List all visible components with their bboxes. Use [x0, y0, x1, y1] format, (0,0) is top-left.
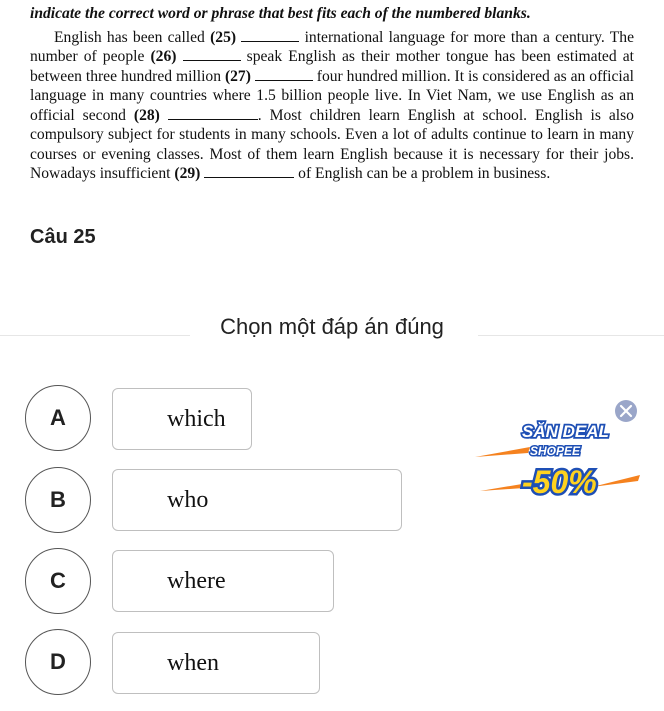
option-d-letter[interactable]: D [25, 629, 91, 695]
shopee-ad-banner[interactable] [470, 395, 650, 515]
option-c-button[interactable]: where [112, 550, 334, 612]
blank-29-number: (29) [174, 165, 201, 182]
option-a-button[interactable]: which [112, 388, 252, 450]
shopee-ad-graphic[interactable] [470, 395, 650, 515]
passage-text: English has been called (25) international language for more than a century. The number of people (26) speak English as their mother tongue has been estimated at between three hundred million (27) four hundred million. It is considered as an official language in many countries where 1.5 billion people live. In Viet Nam, we use English as an official second (28) . Most children learn English at school. English is also compulsory subject for students in many schools. Even a lot of adults continue to learn in many courses or evening classes. Most of them learn English because it is necessary for their jobs. Nowadays insufficient (29) of English can be a problem in business. [30, 28, 635, 182]
ad-streak [592, 475, 640, 487]
option-c-letter[interactable]: C [25, 548, 91, 614]
blank-25-number: (25) [210, 28, 237, 46]
option-a-letter[interactable]: A [25, 385, 91, 451]
question-title: Câu 25 [30, 226, 96, 248]
blank-26 [183, 49, 241, 61]
reading-passage [30, 4, 634, 184]
option-b-letter[interactable]: B [25, 467, 91, 533]
blank-29 [204, 166, 294, 178]
blank-26-number: (26) [150, 48, 177, 65]
blank-25 [241, 30, 299, 42]
ad-discount: -50% [522, 464, 597, 500]
blank-27 [255, 69, 313, 81]
blank-27-number: (27) [224, 67, 251, 85]
close-icon[interactable] [615, 400, 637, 422]
ad-line1: SĂN DEAL [522, 422, 609, 441]
ad-line2: SHOPEE [530, 444, 581, 458]
ad-streak [475, 447, 530, 457]
exercise-instruction: indicate the correct word or phrase that best fits each of the numbered blanks. [30, 5, 531, 22]
blank-28 [168, 108, 258, 120]
blank-28-number: (28) [133, 106, 160, 124]
option-d-button[interactable]: when [112, 632, 320, 694]
option-b-button[interactable]: who [112, 469, 402, 531]
answer-instruction: Chọn một đáp án đúng [0, 314, 664, 340]
